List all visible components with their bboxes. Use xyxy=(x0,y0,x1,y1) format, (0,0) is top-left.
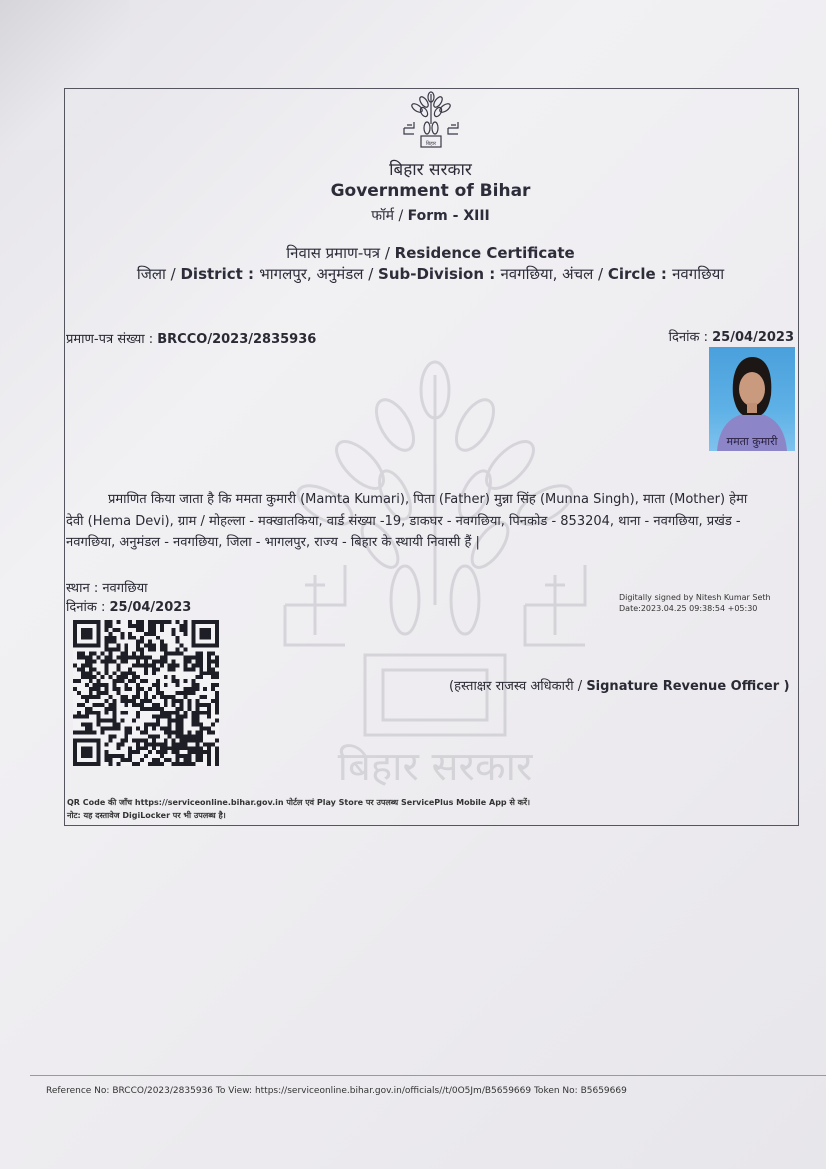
jurisdiction-line xyxy=(64,264,797,284)
form-label-hindi: फॉर्म / xyxy=(371,208,408,224)
form-number xyxy=(64,206,797,225)
district-value: भागलपुर, अनुमंडल / xyxy=(259,265,379,283)
qr-verification-note: QR Code की जाँच https://serviceonline.bihar.gov.in पोर्टल एवं Play Store पर उपलब्ध ServicePlus Mobile App से करें। xyxy=(67,798,531,807)
certificate-date-value: 25/04/2023 xyxy=(712,330,794,345)
form-label-english: Form - XIII xyxy=(407,208,490,224)
circle-label: Circle : xyxy=(607,265,673,283)
body-line-3: नवगछिया, अनुमंडल - नवगछिया, जिला - भागलपुर, राज्य - बिहार के स्थायी निवासी हैं | xyxy=(66,535,480,550)
emblem-label: बिहार xyxy=(425,141,437,147)
issue-date-value: 25/04/2023 xyxy=(109,600,192,615)
certificate-title-english: Residence Certificate xyxy=(394,244,575,262)
certificate-date xyxy=(669,327,794,345)
place-label: स्थान : xyxy=(66,581,103,596)
digilocker-note: नोट: यह दस्तावेज DigiLocker पर भी उपलब्ध है। xyxy=(67,811,226,820)
place-of-issue xyxy=(66,578,148,596)
subdivision-value: नवगछिया, अंचल / xyxy=(500,265,608,283)
certificate-body xyxy=(66,489,796,554)
government-title-hindi: बिहार सरकार xyxy=(389,160,472,180)
bihar-emblem-logo xyxy=(400,90,462,152)
watermark-text: बिहार सरकार xyxy=(337,744,533,790)
signatory-title xyxy=(449,676,790,694)
circle-value: नवगछिया xyxy=(672,265,725,283)
certificate-date-label: दिनांक : xyxy=(668,330,713,345)
verification-qr-code xyxy=(72,620,220,766)
applicant-photo xyxy=(709,347,795,451)
signatory-title-hindi: (हस्ताक्षर राजस्व अधिकारी / xyxy=(449,679,587,694)
certificate-title xyxy=(64,243,797,263)
body-line-2: देवी (Hema Devi), ग्राम / मोहल्ला - मक्खातकिया, वार्ड संख्या -19, डाकघर - नवगछिया, पिनकोड - 853204, थाना - नवगछिया, प्रखंड - xyxy=(66,513,741,529)
body-line-1: प्रमाणित किया जाता है कि ममता कुमारी (Mamta Kumari), पिता (Father) मुन्ना सिंह (Munna Singh), माता (Mother) हेमा xyxy=(108,492,748,507)
certificate-number-label: प्रमाण-पत्र संख्या : xyxy=(66,332,158,347)
district-label-hindi: जिला / xyxy=(136,265,181,283)
photo-signature: ममता कुमारी xyxy=(726,435,778,448)
digital-signature-block xyxy=(619,592,771,614)
digital-signature-date: Date:2023.04.25 09:38:54 +05:30 xyxy=(619,604,758,613)
applicant-portrait xyxy=(709,347,795,451)
digital-signature-signer: Digitally signed by Nitesh Kumar Seth xyxy=(619,593,771,602)
place-value: नवगछिया xyxy=(102,581,148,596)
certificate-number xyxy=(66,329,316,347)
signatory-title-english: Signature Revenue Officer ) xyxy=(586,679,790,694)
footer-reference: Reference No: BRCCO/2023/2835936 To View: https://serviceonline.bihar.gov.in/officials//t/0O5Jm/B5659669 Token No: B5659669 xyxy=(46,1086,627,1096)
certificate-number-value: BRCCO/2023/2835936 xyxy=(157,332,317,347)
government-title-english: Government of Bihar xyxy=(330,181,531,201)
subdivision-label: Sub-Division : xyxy=(378,265,501,283)
district-label-english: District : xyxy=(180,265,260,283)
footer-divider xyxy=(30,1075,826,1076)
issue-date-label: दिनांक : xyxy=(66,600,110,615)
issue-date xyxy=(66,597,191,615)
certificate-title-hindi: निवास प्रमाण-पत्र / xyxy=(286,244,395,262)
